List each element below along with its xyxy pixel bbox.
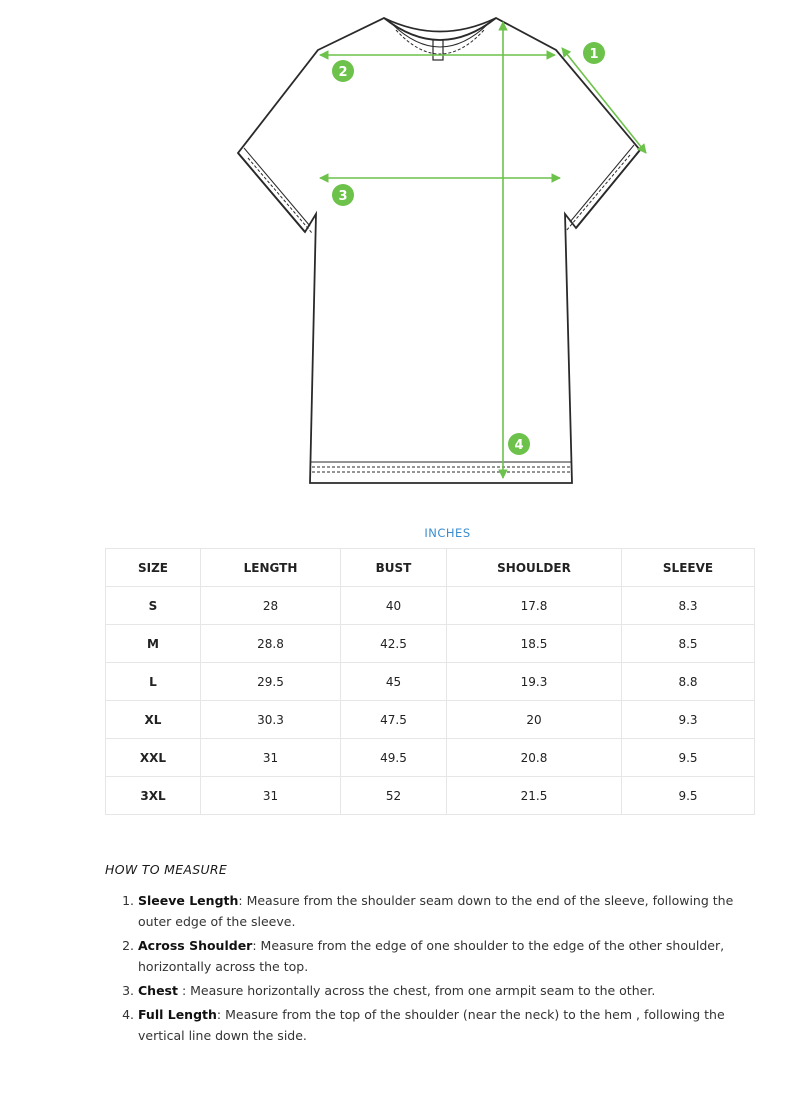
list-item [138,890,758,932]
length-cell: 28 [201,587,341,625]
length-cell: 31 [201,739,341,777]
shoulder-cell: 20 [447,701,622,739]
shoulder-cell: 18.5 [447,625,622,663]
bust-cell: 52 [341,777,447,815]
table-header-row [106,549,755,587]
table-row [106,625,755,663]
table-row [106,587,755,625]
step-term: Full Length [138,1007,217,1022]
size-cell: XXL [106,739,201,777]
arrow-sleeve-length [562,48,646,153]
bust-cell: 42.5 [341,625,447,663]
step-separator: : [216,1007,226,1022]
sleeve-cell: 8.5 [622,625,755,663]
list-item [138,980,758,1001]
how-to-measure-title: HOW TO MEASURE [105,862,228,877]
table-row [106,739,755,777]
unit-label: INCHES [424,526,471,540]
length-cell: 30.3 [201,701,341,739]
shoulder-cell: 19.3 [447,663,622,701]
length-cell: 28.8 [201,625,341,663]
length-cell: 31 [201,777,341,815]
bust-cell: 47.5 [341,701,447,739]
header-sleeve: SLEEVE [622,549,755,587]
step-term: Sleeve Length [138,893,239,908]
bust-cell: 45 [341,663,447,701]
shoulder-cell: 21.5 [447,777,622,815]
measurement-arrows [320,22,646,478]
header-length: LENGTH [201,549,341,587]
marker-2 [332,60,354,82]
sleeve-cell: 8.3 [622,587,755,625]
marker-1 [583,42,605,64]
header-bust: BUST [341,549,447,587]
table-row [106,701,755,739]
tshirt-outline [238,18,640,483]
svg-text:1: 1 [589,47,599,62]
shoulder-cell: 17.8 [447,587,622,625]
table-row [106,663,755,701]
header-size: SIZE [106,549,201,587]
sleeve-cell: 9.5 [622,739,755,777]
list-item [138,1004,758,1046]
size-chart-table [105,548,755,815]
size-cell: L [106,663,201,701]
shoulder-cell: 20.8 [447,739,622,777]
tshirt-measurement-diagram [0,0,800,500]
marker-3 [332,184,354,206]
measure-steps-list [122,890,758,1049]
step-text: Measure from the top of the shoulder (near the neck) to the hem , following the vertical line down the side. [138,1007,725,1043]
list-item [138,935,758,977]
table-row [106,777,755,815]
step-text: Measure horizontally across the chest, from one armpit seam to the other. [190,983,656,998]
step-separator: : [177,983,191,998]
svg-text:4: 4 [514,438,524,453]
step-text: Measure from the shoulder seam down to the end of the sleeve, following the outer edge of the sleeve. [138,893,734,929]
marker-4 [508,433,530,455]
header-shoulder: SHOULDER [447,549,622,587]
stitching [248,30,630,472]
svg-text:3: 3 [338,189,348,204]
sleeve-cell: 8.8 [622,663,755,701]
sleeve-cell: 9.3 [622,701,755,739]
svg-text:2: 2 [338,65,348,80]
size-cell: 3XL [106,777,201,815]
step-term: Chest [138,983,178,998]
size-cell: S [106,587,201,625]
bust-cell: 40 [341,587,447,625]
size-cell: XL [106,701,201,739]
sleeve-cell: 9.5 [622,777,755,815]
length-cell: 29.5 [201,663,341,701]
step-term: Across Shoulder [138,938,253,953]
step-separator: : [238,893,247,908]
size-cell: M [106,625,201,663]
step-separator: : [252,938,261,953]
bust-cell: 49.5 [341,739,447,777]
step-text: Measure from the edge of one shoulder to the edge of the other shoulder, horizontally across the top. [138,938,725,974]
